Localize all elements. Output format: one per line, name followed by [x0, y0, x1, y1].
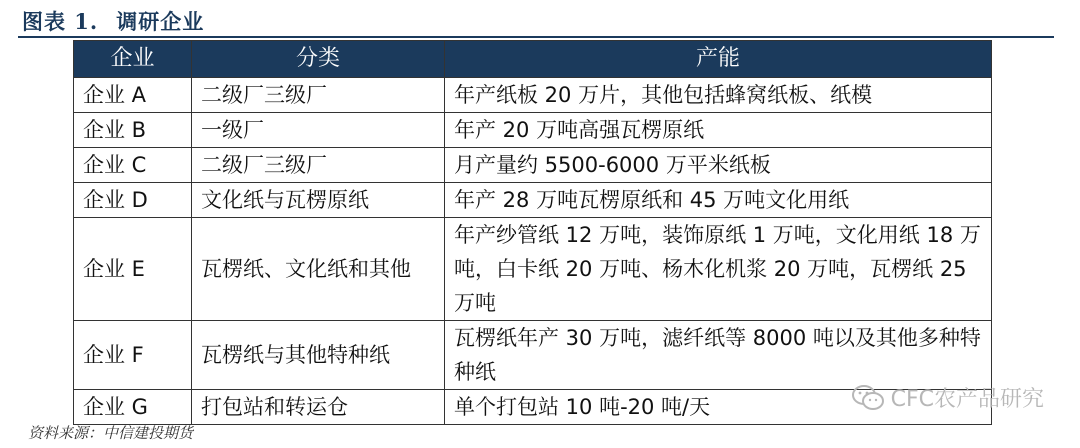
wechat-icon — [851, 384, 885, 412]
cell-capacity: 瓦楞纸年产 30 万吨，滤纤纸等 8000 吨以及其他多种特种纸 — [445, 321, 992, 390]
caption-label: 图表 1. — [22, 9, 99, 34]
source-note: 资料来源：中信建投期货 — [28, 424, 194, 442]
cell-category: 文化纸与瓦楞原纸 — [192, 183, 445, 218]
cell-enterprise: 企业 C — [74, 148, 192, 183]
enterprise-table — [73, 40, 992, 425]
watermark-text: CFC农产品研究 — [890, 387, 1044, 412]
figure-caption — [22, 6, 204, 36]
header-category: 分类 — [192, 41, 445, 78]
cell-category: 瓦楞纸、文化纸和其他 — [192, 218, 445, 321]
table-row — [74, 148, 992, 183]
caption-rule — [18, 36, 1054, 38]
cell-enterprise: 企业 B — [74, 113, 192, 148]
table-row — [74, 78, 992, 113]
cell-category: 一级厂 — [192, 113, 445, 148]
cell-category: 二级厂三级厂 — [192, 78, 445, 113]
cell-capacity: 年产纱管纸 12 万吨，装饰原纸 1 万吨，文化用纸 18 万吨，白卡纸 20 万吨、杨木化机浆 20 万吨，瓦楞纸 25 万吨 — [445, 218, 992, 321]
cell-enterprise: 企业 D — [74, 183, 192, 218]
table-row — [74, 183, 992, 218]
cell-capacity: 年产纸板 20 万片，其他包括蜂窝纸板、纸模 — [445, 78, 992, 113]
watermark — [851, 382, 1044, 413]
cell-capacity: 月产量约 5500-6000 万平米纸板 — [445, 148, 992, 183]
caption-title: 调研企业 — [116, 9, 205, 34]
cell-enterprise: 企业 F — [74, 321, 192, 390]
cell-category: 瓦楞纸与其他特种纸 — [192, 321, 445, 390]
cell-enterprise: 企业 G — [74, 390, 192, 425]
cell-capacity: 单个打包站 10 吨-20 吨/天 — [445, 390, 992, 425]
cell-enterprise: 企业 E — [74, 218, 192, 321]
cell-capacity: 年产 28 万吨瓦楞原纸和 45 万吨文化用纸 — [445, 183, 992, 218]
table-row — [74, 321, 992, 390]
header-enterprise: 企业 — [74, 41, 192, 78]
table-row — [74, 113, 992, 148]
cell-enterprise: 企业 A — [74, 78, 192, 113]
table-row — [74, 218, 992, 321]
cell-category: 二级厂三级厂 — [192, 148, 445, 183]
cell-category: 打包站和转运仓 — [192, 390, 445, 425]
cell-capacity: 年产 20 万吨高强瓦楞原纸 — [445, 113, 992, 148]
header-capacity: 产能 — [445, 41, 992, 78]
table-header-row — [74, 41, 992, 78]
